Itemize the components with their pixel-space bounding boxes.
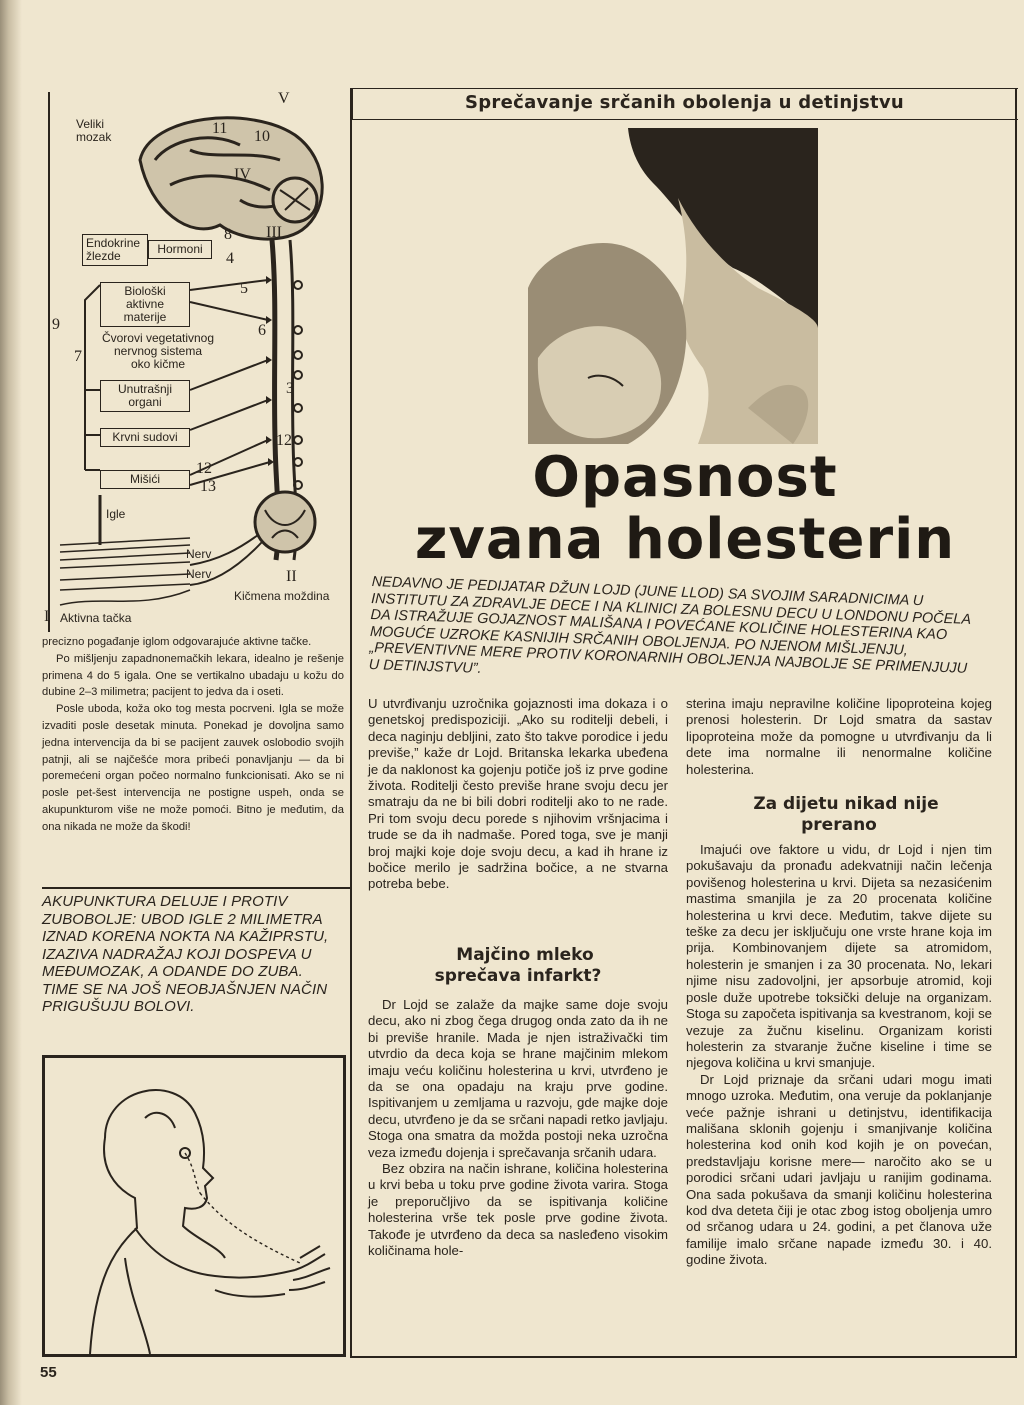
left-paragraph-3: Posle uboda, koža oko tog mesta pocrveni. Igla se može izvaditi posle desetak minuta. Ponekad je dovoljna samo jedna intervencija da bi se pacijent zauvek oslobodio svojih patnji, ali se najčešće mora pribeći ponavljanju — da bi poremećeni organ počeo normalno funkcionisati. Ako se ni posle pet-šest intervencija ne postigne uspeh, onda se akupunkturom više ne može pomoći. Bitno je međutim, da ona nikada ne može da škodi! [42, 703, 344, 833]
col-b-paragraph-1: Imajući ove faktore u vidu, dr Lojd i njen tim pokušavaju da pronađu adekvatniji način lečenja povišenog holesterina u krvi. Dijeta sa nezasićenim mastima smanjila je za 20 procenata količine holesterina u krvi dece. Međutim, takve dijete su teške za decu jer isključuju one vrste hrane koja im prija. Kombinovanjem dijete sa atromidom, holesterin je smanjen i za 30 procenata. No, lekari njime nisu zadovoljni, jer apsorbuje atromid, koji posle duže upotrebe toksički deluje na organizam. Stoga su započeta ispitivanja sa kvestranom, koji se vezuje za žučnu kiselinu. Organizam koristi holesterin za stvaranje žučne kiseline i time se njegova količina u krvi smanjuje. [686, 842, 992, 1071]
label-nerv-1: Nerv [186, 547, 212, 561]
num-I: I [44, 608, 50, 625]
lede-paragraph [369, 574, 972, 694]
box-unutrasnji-organi: Unutrašnji organi [100, 380, 190, 412]
box-endokrine-zlezde: Endokrine žlezde [82, 234, 148, 266]
label-nerv-2: Nerv [186, 567, 212, 581]
photo-image [528, 128, 818, 444]
mother-baby-photo [528, 128, 818, 444]
num-3: 3 [286, 380, 294, 397]
label-igle: Igle [106, 507, 126, 521]
left-paragraph-1: precizno pogađanje iglom odgovarajuće aktivne tačke. [42, 636, 312, 648]
label-veliki-mozak: Veliki mozak [76, 117, 112, 144]
num-II: II [286, 568, 297, 585]
col-a-subhead: Majčino mleko sprečava infarkt? [434, 944, 602, 986]
num-12a: 12 [276, 432, 292, 449]
bottom-rule [350, 1356, 1017, 1358]
num-IV: IV [234, 166, 251, 183]
num-6: 6 [258, 322, 266, 339]
acupuncture-figure-drawing [45, 1058, 343, 1354]
callout-text: AKUPUNKTURA DELUJE I PROTIV ZUBOBOLJE: UBOD IGLE 2 MILIMETRA IZNAD KORENA NOKTA NA KAŽIPRSTU, IZAZIVA NADRAŽAJ KOJI DOSPEVA U MEĐUMOZAK, A ODANDE DO ZUBA. TIME SE NA JOŠ NEOBJAŠNJEN NAČIN PRIGUŠUJU BOLOVI. [42, 893, 329, 1015]
right-page-rule [1015, 88, 1017, 1358]
label-aktivna-tacka: Aktivna tačka [60, 611, 132, 625]
num-4: 4 [226, 250, 234, 267]
column-b [686, 696, 992, 1269]
num-III: III [266, 224, 282, 241]
left-paragraph-2: Po mišljenju zapadnonemačkih lekara, idealno je rešenje primena 4 do 5 igala. One se vertikalno ubadaju u kožu do dubine 2–3 milimetra; pacijent to jedva da i oseti. [42, 652, 344, 699]
hand-tooth-figure [42, 1055, 346, 1357]
num-7: 7 [74, 348, 82, 365]
num-13: 13 [200, 478, 216, 495]
col-b-subhead: Za dijetu nikad nije prerano [753, 794, 939, 836]
headline-line-1: Opasnost [532, 445, 838, 510]
col-a-paragraph-2: Bez obzira na način ishrane, količina holesterina u krvi beba u toku prve godine života varira. Stoga je preporučljivo da se ispitivanja količine holesterina vrše tek posle prve godine života. Takođe je utvrđeno da deca sa nasleđeno visokim količinama hole- [368, 1160, 668, 1258]
acupuncture-nerve-diagram [40, 90, 360, 630]
num-10: 10 [254, 128, 270, 145]
col-b-paragraph-2: Dr Lojd priznaje da srčani udari mogu imati mnogo uzroka. Međutim, ona veruje da poklanjanje veće pažnje ishrani u detinjstvu, identifikacija mališana sklonih gojenju i smanjivanje količina holesterina kod onih kod kojih je on povećan, predstavljaju korisne mere— naročito ako se u porodici srčani udari javljaju u ranijim godinama. Ona sada pokušava da smanji količinu holesterina kod dva deteta čiji je otac zbog istog oboljenja umro od srčanog udara u 24. godini, a pet članova uže familije imalo srčane napade između 30. i 40. godine života. [686, 1071, 992, 1268]
num-11: 11 [212, 120, 228, 137]
left-column-text [42, 634, 344, 836]
col-b-intro: sterina imaju nepravilne količine lipoproteina kojeg prenosi holesterin. Dr Lojd smatra da sastav lipoproteina može da pomogne u utvrđivanju da li dete ima normalne ili nenormalne količine holesterina. [686, 696, 992, 777]
box-hormoni: Hormoni [148, 240, 212, 259]
num-5: 5 [240, 280, 248, 297]
section-kicker: Sprečavanje srčanih obolenja u detinjstvu [464, 92, 905, 113]
headline-line-2: zvana holesterin [414, 507, 956, 572]
box-krvni-sudovi: Krvni sudovi [100, 428, 190, 447]
num-12b: 12 [196, 460, 212, 477]
box-misici: Mišići [100, 470, 190, 489]
column-a [368, 696, 668, 1259]
page-number: 55 [40, 1364, 57, 1381]
label-cvorovi: Čvorovi vegetativnog nervnog sistema oko kičme [101, 331, 215, 371]
num-V: V [278, 90, 290, 107]
num-9: 9 [52, 316, 60, 333]
box-bioloski-aktivne-materije: Biološki aktivne materije [100, 282, 190, 327]
label-kicmena-mozdina: Kičmena moždina [234, 589, 330, 603]
num-8: 8 [224, 226, 232, 243]
acupuncture-callout [42, 893, 342, 1016]
binding-shadow [0, 0, 22, 1405]
col-a-intro: U utvrđivanju uzročnika gojaznosti ima dokaza i o genetskoj predispoziciji. „Ako su roditelji debeli, i deca naginju debljini, zato što takve porodice i jedu previše,” kaže dr Lojd. Britanska lekarka ubeđena je da naklonost ka gojenju potiče još iz prve godine života. Roditelji često previše hrane svoju decu jer smatraju da ne bi bili dobri roditelji ako to ne rade. Pri tom svoju decu porede s njihovim vršnjacima i trude se da ih nadmaše. Pored toga, sve je manji broj majki koje doje svoju decu, a kad ih hrane iz bočice merilo je sadržina bočice, a ne stvarna potreba bebe. [368, 696, 668, 892]
col-a-paragraph-1: Dr Lojd se zalaže da majke same doje svoju decu, ako ni zbog čega drugog onda zato da ih ne bi previše hranile. Mada je njen istraživački tim utvrdio da deca koja se hrane majčinim mlekom imaju veću količinu holesterina u krvi, utvrđeno je da se ona opadaju na kraju prve godine. Ispitivanjem u zemljama u razvoju, gde majke doje decu, utvrđeno je da se srčani napadi retko javljaju. Stoga ona smatra da možda postoji neka uzročna veza između dojenja i sprečavanja srčanih udara. [368, 996, 668, 1160]
lede-text: NEDAVNO JE PEDIJATAR DŽUN LOJD (JUNE LLOD) SA SVOJIM SARADNICIMA U INSTITUTU ZA ZDRAVLJE DECE I NA KLINICI ZA BOLESNU DECU U LONDONU POČELA DA ISTRAŽUJE GOJAZNOST MALIŠANA I POVEĆANE KOLIČINE HOLESTERINA KAO MOGUĆE UZROKE KASNIJIH SRČANIH OBOLJENJA. PO NJENOM MIŠLJENJU, „PREVENTIVNE MERE PROTIV KORONARNIH OBOLJENJA NAJBOLJE SE PRIMENJUJU U DETINJSTVU”. [368, 574, 971, 677]
callout-top-rule [42, 887, 350, 889]
